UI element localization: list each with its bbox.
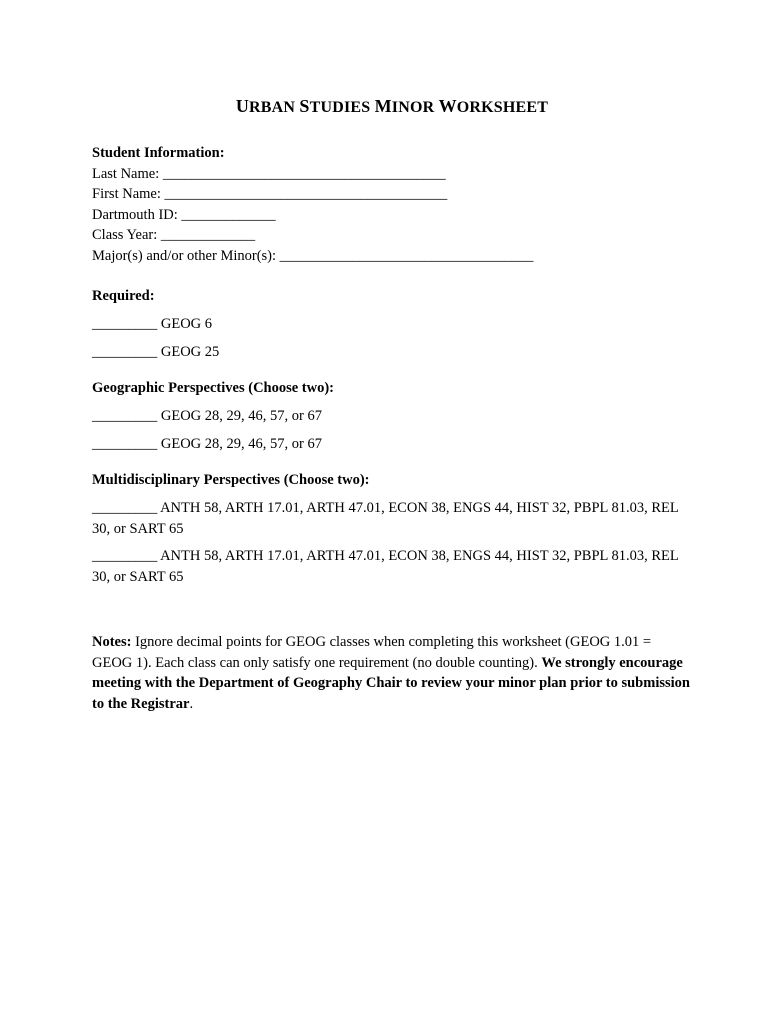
last-name-field[interactable]: Last Name: _______________________________________ bbox=[92, 165, 446, 182]
dartmouth-id-field[interactable]: Dartmouth ID: _____________ bbox=[92, 206, 276, 223]
notes-bold-text: We strongly encourage meeting with the Department of Geography Chair to review your minor plan prior to submission to the Registrar bbox=[92, 654, 690, 712]
title-part-rban: RBAN bbox=[249, 99, 300, 116]
majors-minors-field[interactable]: Major(s) and/or other Minor(s): ___________________________________ bbox=[92, 247, 534, 264]
geographic-perspectives-section bbox=[92, 378, 692, 455]
notes-text: Ignore decimal points for GEOG classes when completing this worksheet (GEOG 1.01 = GEOG 1). Each class can only satisfy one requirement (no double counting). bbox=[92, 634, 652, 671]
required-item-geog-6[interactable]: _________ GEOG 6 bbox=[92, 316, 213, 332]
required-item-geog-25[interactable]: _________ GEOG 25 bbox=[92, 344, 220, 360]
title-initial-w: W bbox=[438, 96, 457, 116]
geographic-perspectives-heading: Geographic Perspectives (Choose two): bbox=[92, 380, 335, 396]
title-part-orksheet: ORKSHEET bbox=[456, 99, 549, 116]
multidisciplinary-perspectives-section bbox=[92, 470, 692, 587]
geographic-item-1[interactable]: _________ GEOG 28, 29, 46, 57, or 67 bbox=[92, 408, 322, 424]
title-initial-s: S bbox=[299, 96, 310, 116]
required-heading: Required: bbox=[92, 288, 155, 304]
notes-end: . bbox=[189, 695, 194, 712]
first-name-field[interactable]: First Name: _______________________________________ bbox=[92, 186, 448, 202]
student-information-section bbox=[92, 143, 692, 266]
multidisciplinary-item-2[interactable]: _________ ANTH 58, ARTH 17.01, ARTH 47.01, ECON 38, ENGS 44, HIST 32, PBPL 81.03, REL 30, or SART 65 bbox=[92, 548, 679, 585]
notes-section bbox=[92, 632, 692, 714]
title-part-tudies: TUDIES bbox=[309, 99, 375, 116]
notes-label: Notes: bbox=[92, 634, 132, 650]
multidisciplinary-perspectives-heading: Multidisciplinary Perspectives (Choose two): bbox=[92, 472, 370, 488]
geographic-item-2[interactable]: _________ GEOG 28, 29, 46, 57, or 67 bbox=[92, 436, 322, 452]
required-section bbox=[92, 286, 692, 363]
student-information-heading: Student Information: bbox=[92, 145, 225, 161]
title-initial-u: U bbox=[235, 96, 250, 116]
title-part-inor: INOR bbox=[391, 99, 439, 116]
title-initial-m: M bbox=[374, 96, 392, 116]
class-year-field[interactable]: Class Year: _____________ bbox=[92, 227, 256, 243]
worksheet-page bbox=[92, 96, 692, 714]
multidisciplinary-item-1[interactable]: _________ ANTH 58, ARTH 17.01, ARTH 47.01, ECON 38, ENGS 44, HIST 32, PBPL 81.03, REL 30, or SART 65 bbox=[92, 500, 679, 537]
page-title bbox=[92, 96, 692, 117]
